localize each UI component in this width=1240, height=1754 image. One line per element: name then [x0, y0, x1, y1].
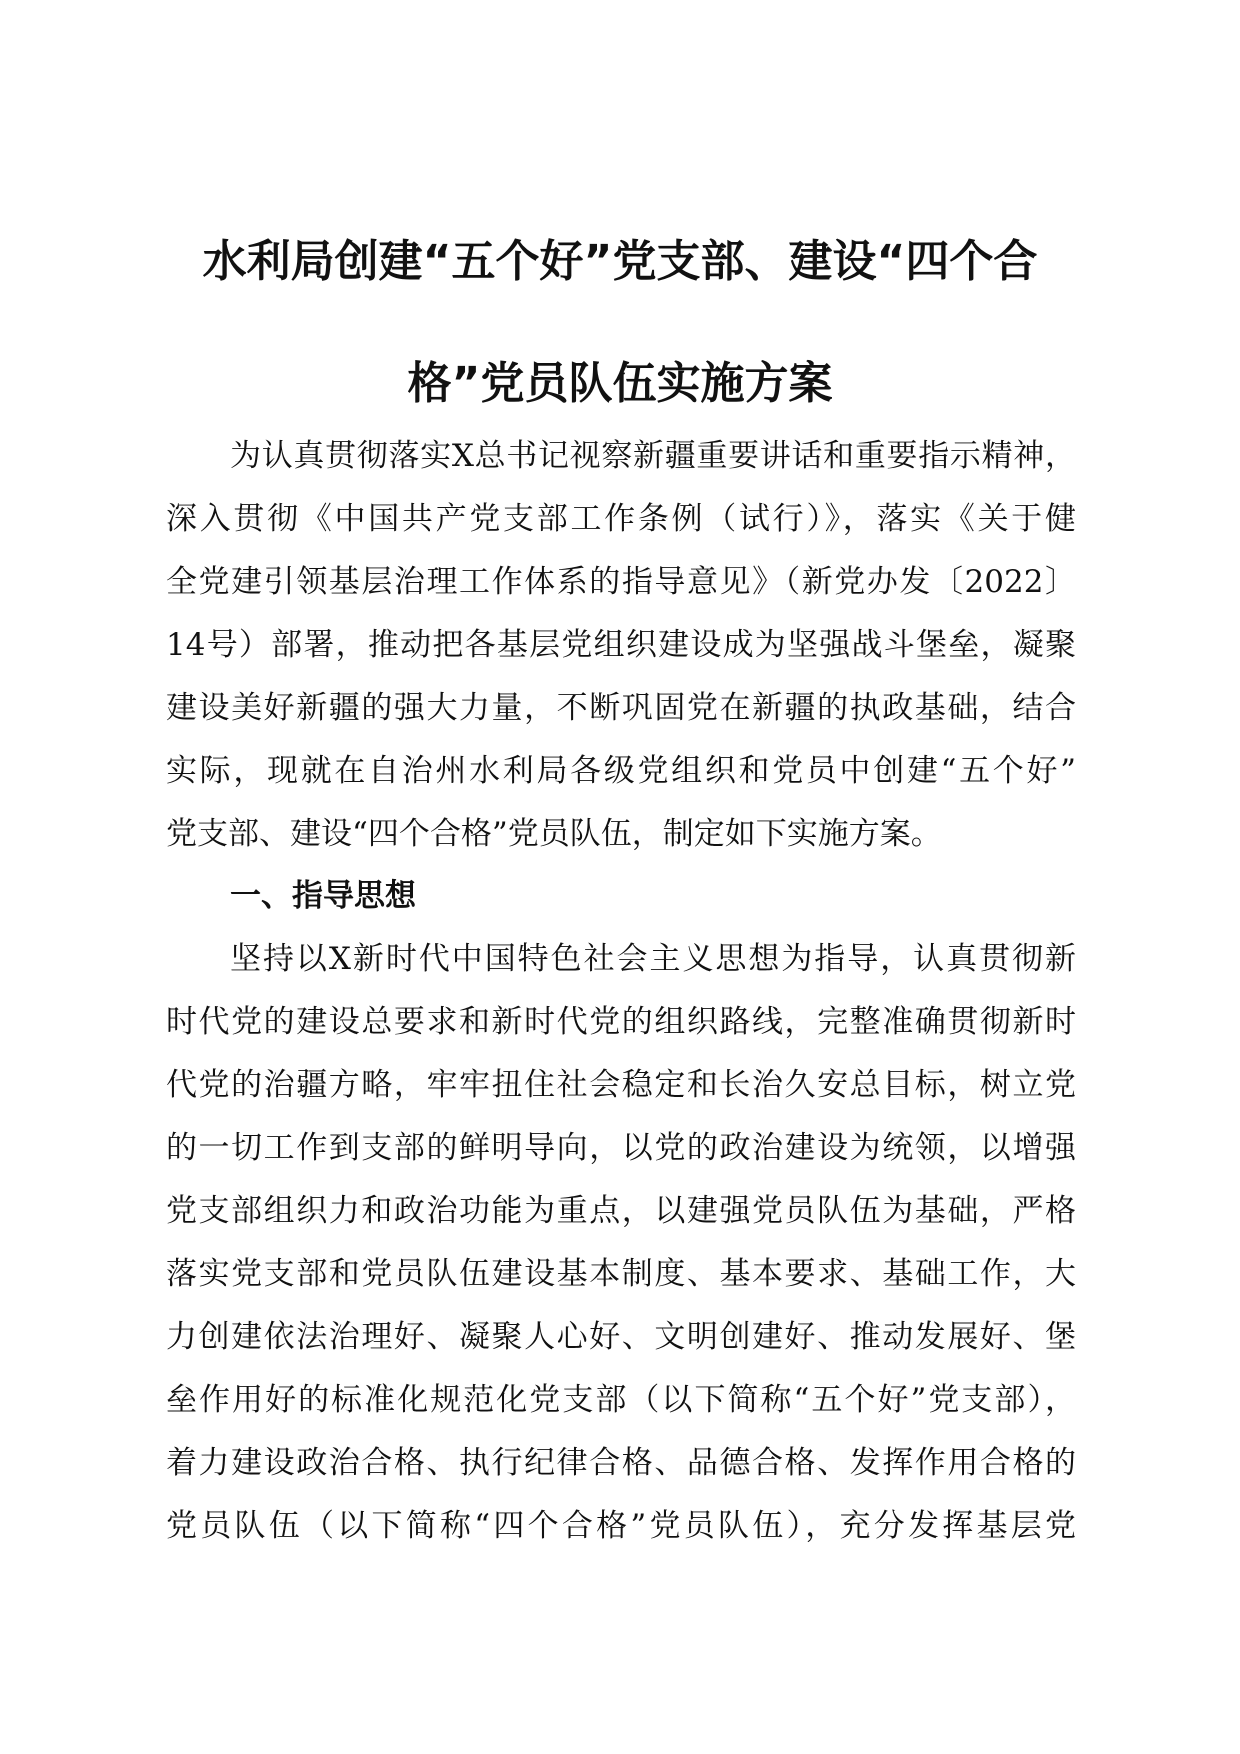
- intro-paragraph-line: 实际，现就在自治州水利局各级党组织和党员中创建“五个好”: [166, 753, 1076, 789]
- intro-paragraph-line: 全党建引领基层治理工作体系的指导意见》（新党办发〔2022〕: [166, 564, 1076, 600]
- intro-paragraph-line: 深入贯彻《中国共产党支部工作条例（试行）》，落实《关于健: [166, 501, 1076, 537]
- section1-paragraph-line: 党支部组织力和政治功能为重点，以建强党员队伍为基础，严格: [166, 1193, 1076, 1229]
- intro-paragraph-line: 党支部、建设“四个合格”党员队伍，制定如下实施方案。: [166, 816, 942, 852]
- document-title-line-2: 格”党员队伍实施方案: [407, 358, 833, 409]
- section1-paragraph-line: 着力建设政治合格、执行纪律合格、品德合格、发挥作用合格的: [166, 1445, 1076, 1481]
- section1-paragraph-line: 时代党的建设总要求和新时代党的组织路线，完整准确贯彻新时: [166, 1004, 1076, 1040]
- intro-paragraph-line: 为认真贯彻落实X总书记视察新疆重要讲话和重要指示精神，: [230, 438, 1076, 474]
- section1-paragraph-line: 垒作用好的标准化规范化党支部（以下简称“五个好”党支部），: [166, 1382, 1076, 1418]
- section1-paragraph-line: 落实党支部和党员队伍建设基本制度、基本要求、基础工作，大: [166, 1256, 1076, 1292]
- section1-paragraph-line: 党员队伍（以下简称“四个合格”党员队伍），充分发挥基层党: [166, 1508, 1076, 1544]
- section1-paragraph-line: 代党的治疆方略，牢牢扭住社会稳定和长治久安总目标，树立党: [166, 1067, 1076, 1103]
- section-heading-guiding-ideology: 一、指导思想: [230, 878, 416, 914]
- intro-paragraph-line: 建设美好新疆的强大力量，不断巩固党在新疆的执政基础，结合: [166, 690, 1076, 726]
- section1-paragraph-line: 坚持以X新时代中国特色社会主义思想为指导，认真贯彻新: [230, 941, 1076, 977]
- intro-paragraph-line: 14号）部署，推动把各基层党组织建设成为坚强战斗堡垒，凝聚: [166, 627, 1076, 663]
- section1-paragraph-line: 力创建依法治理好、凝聚人心好、文明创建好、推动发展好、堡: [166, 1319, 1076, 1355]
- section1-paragraph-line: 的一切工作到支部的鲜明导向，以党的政治建设为统领，以增强: [166, 1130, 1076, 1166]
- document-title-line-1: 水利局创建“五个好”党支部、建设“四个合: [202, 236, 1038, 287]
